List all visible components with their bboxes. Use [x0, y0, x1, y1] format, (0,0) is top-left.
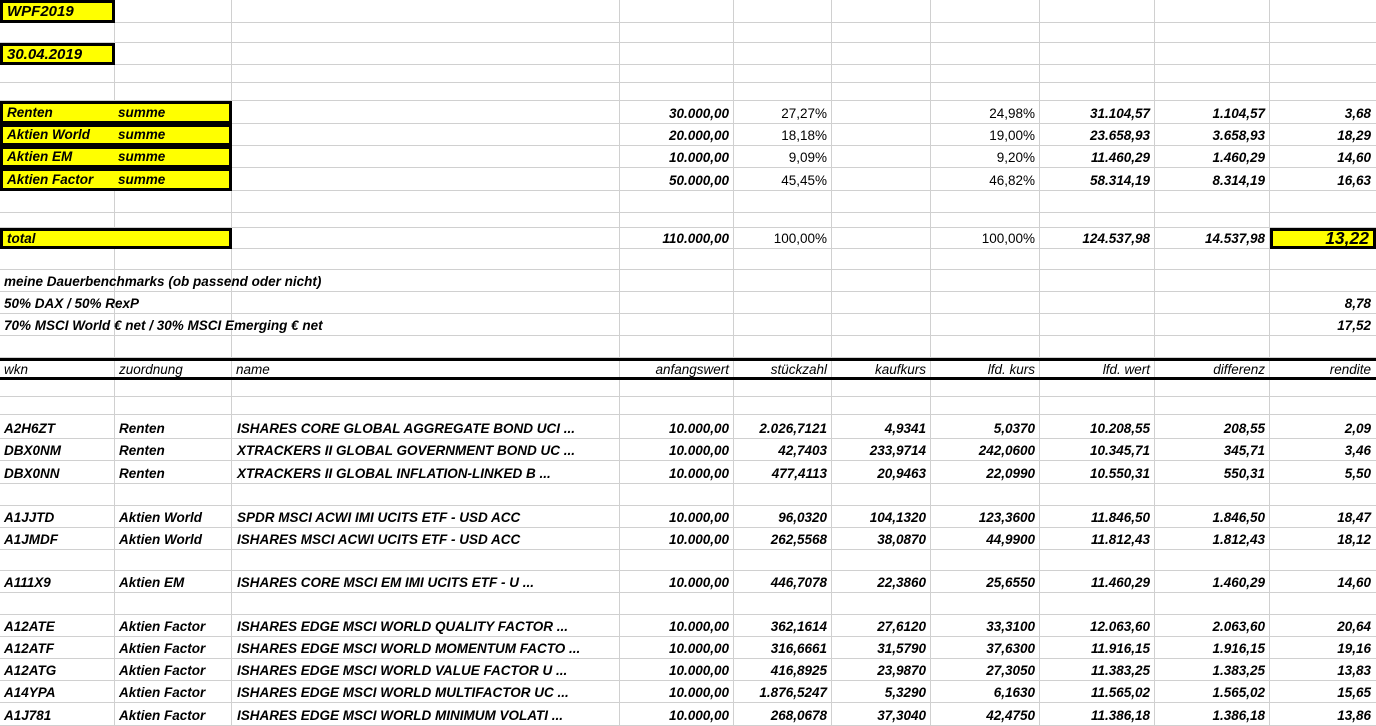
summary-label-cell[interactable] — [0, 124, 232, 146]
row-stueckzahl-cell[interactable]: 446,7078 — [770, 574, 827, 590]
row-differenz-cell[interactable]: 550,31 — [1223, 465, 1265, 481]
row-anfangswert-cell[interactable]: 10.000,00 — [668, 707, 729, 723]
total-gewicht-cell[interactable]: 100,00% — [773, 230, 827, 246]
column-header-zuordnung[interactable]: zuordnung — [119, 361, 183, 377]
summary-wert-cell[interactable]: 11.460,29 — [1090, 149, 1150, 165]
row-name-cell[interactable]: ISHARES EDGE MSCI WORLD QUALITY FACTOR ... — [237, 618, 569, 634]
column-header-name[interactable]: name — [236, 361, 270, 377]
row-differenz-cell[interactable]: 1.812,43 — [1212, 531, 1265, 547]
row-anfangswert-cell[interactable]: 10.000,00 — [668, 531, 729, 547]
row-zuordnung-cell[interactable]: Aktien Factor — [119, 618, 206, 634]
row-name-cell[interactable]: ISHARES MSCI ACWI UCITS ETF - USD ACC — [237, 531, 521, 547]
column-header-rendite[interactable]: rendite — [1329, 361, 1371, 377]
summary-wert-cell[interactable]: 23.658,93 — [1089, 127, 1150, 143]
summary-wert-cell[interactable]: 31.104,57 — [1089, 105, 1150, 121]
column-header-wkn[interactable]: wkn — [4, 361, 29, 377]
row-zuordnung-cell[interactable]: Renten — [119, 465, 165, 481]
row-lfd-kurs-cell[interactable]: 5,0370 — [993, 420, 1035, 436]
row-anfangswert-cell[interactable]: 10.000,00 — [668, 420, 729, 436]
row-zuordnung-cell[interactable]: Aktien EM — [119, 574, 185, 590]
row-name-cell[interactable]: ISHARES EDGE MSCI WORLD MINIMUM VOLATI ... — [237, 707, 563, 723]
row-differenz-cell[interactable]: 2.063,60 — [1212, 618, 1265, 634]
summary-gewicht-cell[interactable]: 9,09% — [788, 149, 827, 165]
summary-label: Renten — [7, 104, 53, 120]
summary-differenz-cell[interactable]: 1.460,29 — [1212, 149, 1265, 165]
row-lfd-wert-cell[interactable]: 10.345,71 — [1089, 442, 1150, 458]
gridline — [0, 43, 1376, 65]
row-lfd-kurs-cell[interactable]: 25,6550 — [986, 574, 1035, 590]
row-kaufkurs-cell[interactable]: 38,0870 — [877, 531, 926, 547]
column-header-kaufkurs[interactable]: kaufkurs — [874, 361, 926, 377]
summary-gewicht-ist-cell[interactable]: 19,00% — [989, 127, 1035, 143]
row-rendite-cell[interactable]: 18,12 — [1337, 531, 1371, 547]
row-differenz-cell[interactable]: 1.565,02 — [1212, 684, 1265, 700]
summary-gewicht-cell[interactable]: 27,27% — [781, 105, 827, 121]
summary-label-cell[interactable] — [0, 168, 232, 191]
row-stueckzahl-cell[interactable]: 362,1614 — [770, 618, 827, 634]
row-stueckzahl-cell[interactable]: 316,6661 — [770, 640, 827, 656]
row-lfd-wert-cell[interactable]: 11.386,18 — [1090, 707, 1150, 723]
row-name-cell[interactable]: ISHARES EDGE MSCI WORLD VALUE FACTOR U ... — [237, 662, 568, 678]
row-zuordnung-cell[interactable]: Aktien World — [119, 509, 203, 525]
benchmarks-title[interactable]: meine Dauerbenchmarks (ob passend oder nicht) — [4, 273, 322, 289]
row-anfangswert-cell[interactable]: 10.000,00 — [668, 442, 729, 458]
summary-anfangswert-cell[interactable]: 20.000,00 — [668, 127, 729, 143]
row-stueckzahl-cell[interactable]: 262,5568 — [770, 531, 827, 547]
row-wkn-cell[interactable]: DBX0NN — [4, 465, 60, 481]
row-lfd-kurs-cell[interactable]: 37,6300 — [986, 640, 1035, 656]
row-kaufkurs-cell[interactable]: 37,3040 — [877, 707, 926, 723]
row-lfd-wert-cell[interactable]: 11.565,02 — [1090, 684, 1150, 700]
row-kaufkurs-cell[interactable]: 23,9870 — [877, 662, 926, 678]
row-kaufkurs-cell[interactable]: 31,5790 — [877, 640, 926, 656]
summary-gewicht-ist-cell[interactable]: 24,98% — [989, 105, 1035, 121]
row-kaufkurs-cell[interactable]: 5,3290 — [884, 684, 926, 700]
summary-differenz-cell[interactable]: 3.658,93 — [1212, 127, 1265, 143]
row-lfd-wert-cell[interactable]: 11.846,50 — [1090, 509, 1150, 525]
row-anfangswert-cell[interactable]: 10.000,00 — [668, 574, 729, 590]
row-stueckzahl-cell[interactable]: 477,4113 — [771, 465, 827, 481]
row-differenz-cell[interactable]: 1.383,25 — [1212, 662, 1265, 678]
summary-gewicht-ist-cell[interactable]: 9,20% — [996, 149, 1035, 165]
summary-gewicht-cell[interactable]: 18,18% — [781, 127, 827, 143]
row-lfd-kurs-cell[interactable]: 242,0600 — [978, 442, 1035, 458]
row-wkn-cell[interactable]: A2H6ZT — [4, 420, 56, 436]
row-anfangswert-cell[interactable]: 10.000,00 — [668, 509, 729, 525]
row-rendite-cell[interactable]: 5,50 — [1344, 465, 1371, 481]
row-rendite-cell[interactable]: 19,16 — [1337, 640, 1371, 656]
row-kaufkurs-cell[interactable]: 4,9341 — [884, 420, 926, 436]
row-lfd-kurs-cell[interactable]: 6,1630 — [993, 684, 1035, 700]
summary-rendite-cell[interactable]: 3,68 — [1344, 105, 1371, 121]
row-wkn-cell[interactable]: A1J781 — [4, 707, 52, 723]
summary-sublabel: summe — [118, 171, 166, 187]
row-rendite-cell[interactable]: 15,65 — [1337, 684, 1371, 700]
summary-gewicht-ist-cell[interactable]: 46,82% — [989, 172, 1035, 188]
row-lfd-kurs-cell[interactable]: 22,0990 — [986, 465, 1035, 481]
row-wkn-cell[interactable]: DBX0NM — [4, 442, 62, 458]
row-zuordnung-cell[interactable]: Aktien Factor — [119, 662, 206, 678]
cell-report-date[interactable]: 30.04.2019 — [0, 43, 115, 65]
summary-anfangswert-cell[interactable]: 50.000,00 — [668, 172, 729, 188]
gridline — [0, 336, 1376, 358]
benchmark-label[interactable]: 50% DAX / 50% RexP — [4, 295, 140, 311]
row-rendite-cell[interactable]: 13,86 — [1337, 707, 1371, 723]
total-rendite-cell[interactable]: 13,22 — [1270, 228, 1376, 249]
row-rendite-cell[interactable]: 2,09 — [1344, 420, 1371, 436]
column-header-anfangswert[interactable]: anfangswert — [655, 361, 729, 377]
total-label-cell[interactable]: total — [0, 228, 232, 249]
row-anfangswert-cell[interactable]: 10.000,00 — [668, 465, 729, 481]
row-stueckzahl-cell[interactable]: 42,7403 — [778, 442, 827, 458]
gridline — [0, 213, 1376, 228]
row-wkn-cell[interactable]: A1JJTD — [4, 509, 55, 525]
row-differenz-cell[interactable]: 1.846,50 — [1212, 509, 1265, 525]
row-lfd-kurs-cell[interactable]: 44,9900 — [986, 531, 1035, 547]
row-differenz-cell[interactable]: 208,55 — [1223, 420, 1265, 436]
row-zuordnung-cell[interactable]: Aktien Factor — [119, 640, 206, 656]
gridline — [0, 83, 1376, 101]
row-kaufkurs-cell[interactable]: 27,6120 — [877, 618, 926, 634]
row-wkn-cell[interactable]: A111X9 — [4, 574, 51, 590]
summary-label: Aktien EM — [7, 149, 73, 165]
row-rendite-cell[interactable]: 3,46 — [1344, 442, 1371, 458]
row-stueckzahl-cell[interactable]: 416,8925 — [770, 662, 827, 678]
row-lfd-wert-cell[interactable]: 10.208,55 — [1089, 420, 1150, 436]
row-name-cell[interactable]: ISHARES CORE MSCI EM IMI UCITS ETF - U ... — [237, 574, 535, 590]
row-wkn-cell[interactable]: A12ATG — [4, 662, 57, 678]
row-wkn-cell[interactable]: A1JMDF — [4, 531, 59, 547]
summary-differenz-cell[interactable]: 8.314,19 — [1212, 172, 1265, 188]
summary-sublabel: summe — [118, 149, 166, 165]
column-header-differenz[interactable]: differenz — [1213, 361, 1265, 377]
row-rendite-cell[interactable]: 18,47 — [1337, 509, 1371, 525]
summary-wert-cell[interactable]: 58.314,19 — [1089, 172, 1150, 188]
row-rendite-cell[interactable]: 20,64 — [1337, 618, 1371, 634]
summary-anfangswert-cell[interactable]: 30.000,00 — [668, 105, 729, 121]
row-name-cell[interactable]: ISHARES EDGE MSCI WORLD MULTIFACTOR UC ... — [237, 684, 569, 700]
summary-rendite-cell[interactable]: 18,29 — [1337, 127, 1371, 143]
row-differenz-cell[interactable]: 1.460,29 — [1212, 574, 1265, 590]
gridline — [0, 65, 1376, 83]
summary-label: Aktien Factor — [7, 171, 94, 187]
total-gewicht-ist-cell[interactable]: 100,00% — [981, 230, 1035, 246]
column-header-lfd-wert[interactable]: lfd. wert — [1102, 361, 1150, 377]
column-header-stueckzahl[interactable]: stückzahl — [770, 361, 827, 377]
row-zuordnung-cell[interactable]: Renten — [119, 442, 165, 458]
row-lfd-kurs-cell[interactable]: 27,3050 — [986, 662, 1035, 678]
gridline — [0, 550, 1376, 571]
row-name-cell[interactable]: XTRACKERS II GLOBAL INFLATION-LINKED B ... — [237, 465, 551, 481]
row-anfangswert-cell[interactable]: 10.000,00 — [668, 684, 729, 700]
column-header-lfd-kurs[interactable]: lfd. kurs — [987, 361, 1035, 377]
benchmark-rendite-cell[interactable]: 17,52 — [1337, 317, 1371, 333]
row-zuordnung-cell[interactable]: Aktien Factor — [119, 707, 206, 723]
total-differenz-cell[interactable]: 14.537,98 — [1204, 230, 1265, 246]
row-wkn-cell[interactable]: A14YPA — [4, 684, 56, 700]
row-kaufkurs-cell[interactable]: 22,3860 — [877, 574, 926, 590]
row-zuordnung-cell[interactable]: Aktien Factor — [119, 684, 206, 700]
row-rendite-cell[interactable]: 13,83 — [1337, 662, 1371, 678]
row-name-cell[interactable]: XTRACKERS II GLOBAL GOVERNMENT BOND UC ... — [237, 442, 576, 458]
row-lfd-wert-cell[interactable]: 11.812,43 — [1090, 531, 1150, 547]
summary-label-cell[interactable] — [0, 146, 232, 168]
row-anfangswert-cell[interactable]: 10.000,00 — [668, 662, 729, 678]
summary-rendite-cell[interactable]: 16,63 — [1337, 172, 1371, 188]
row-lfd-kurs-cell[interactable]: 42,4750 — [986, 707, 1035, 723]
row-name-cell[interactable]: SPDR MSCI ACWI IMI UCITS ETF - USD ACC — [237, 509, 521, 525]
total-wert-cell[interactable]: 124.537,98 — [1082, 230, 1150, 246]
gridline — [0, 249, 1376, 270]
row-zuordnung-cell[interactable]: Aktien World — [119, 531, 203, 547]
row-lfd-wert-cell[interactable]: 12.063,60 — [1089, 618, 1150, 634]
row-zuordnung-cell[interactable]: Renten — [119, 420, 165, 436]
summary-anfangswert-cell[interactable]: 10.000,00 — [668, 149, 729, 165]
summary-gewicht-cell[interactable]: 45,45% — [781, 172, 827, 188]
row-stueckzahl-cell[interactable]: 268,0678 — [770, 707, 827, 723]
gridline — [0, 397, 1376, 415]
summary-label: Aktien World — [7, 127, 91, 143]
row-stueckzahl-cell[interactable]: 2.026,7121 — [759, 420, 827, 436]
row-lfd-wert-cell[interactable]: 11.383,25 — [1090, 662, 1150, 678]
row-anfangswert-cell[interactable]: 10.000,00 — [668, 640, 729, 656]
row-lfd-wert-cell[interactable]: 10.550,31 — [1089, 465, 1150, 481]
gridline — [0, 191, 1376, 213]
summary-rendite-cell[interactable]: 14,60 — [1337, 149, 1371, 165]
total-anfangswert-cell[interactable]: 110.000,00 — [662, 230, 729, 246]
summary-sublabel: summe — [118, 104, 166, 120]
row-lfd-kurs-cell[interactable]: 33,3100 — [986, 618, 1035, 634]
row-lfd-kurs-cell[interactable]: 123,3600 — [978, 509, 1035, 525]
row-wkn-cell[interactable]: A12ATF — [4, 640, 55, 656]
gridline — [0, 23, 1376, 43]
benchmark-rendite-cell[interactable]: 8,78 — [1344, 295, 1371, 311]
gridline — [0, 0, 1376, 23]
gridline — [0, 380, 1376, 397]
summary-sublabel: summe — [118, 127, 166, 143]
row-kaufkurs-cell[interactable]: 104,1320 — [869, 509, 926, 525]
benchmark-label[interactable]: 70% MSCI World € net / 30% MSCI Emerging € net — [4, 317, 323, 333]
gridline — [0, 484, 1376, 506]
row-kaufkurs-cell[interactable]: 20,9463 — [877, 465, 926, 481]
gridline — [0, 593, 1376, 615]
row-differenz-cell[interactable]: 1.916,15 — [1212, 640, 1265, 656]
row-wkn-cell[interactable]: A12ATE — [4, 618, 55, 634]
row-rendite-cell[interactable]: 14,60 — [1337, 574, 1371, 590]
row-differenz-cell[interactable]: 345,71 — [1223, 442, 1265, 458]
row-kaufkurs-cell[interactable]: 233,9714 — [869, 442, 926, 458]
row-name-cell[interactable]: ISHARES CORE GLOBAL AGGREGATE BOND UCI ... — [237, 420, 576, 436]
row-stueckzahl-cell[interactable]: 96,0320 — [778, 509, 827, 525]
row-anfangswert-cell[interactable]: 10.000,00 — [668, 618, 729, 634]
row-name-cell[interactable]: ISHARES EDGE MSCI WORLD MOMENTUM FACTO ... — [237, 640, 581, 656]
row-lfd-wert-cell[interactable]: 11.460,29 — [1090, 574, 1150, 590]
summary-differenz-cell[interactable]: 1.104,57 — [1212, 105, 1265, 121]
row-stueckzahl-cell[interactable]: 1.876,5247 — [759, 684, 827, 700]
summary-label-cell[interactable] — [0, 101, 232, 124]
row-lfd-wert-cell[interactable]: 11.916,15 — [1090, 640, 1150, 656]
row-differenz-cell[interactable]: 1.386,18 — [1212, 707, 1265, 723]
cell-workbook-label[interactable]: WPF2019 — [0, 0, 115, 23]
